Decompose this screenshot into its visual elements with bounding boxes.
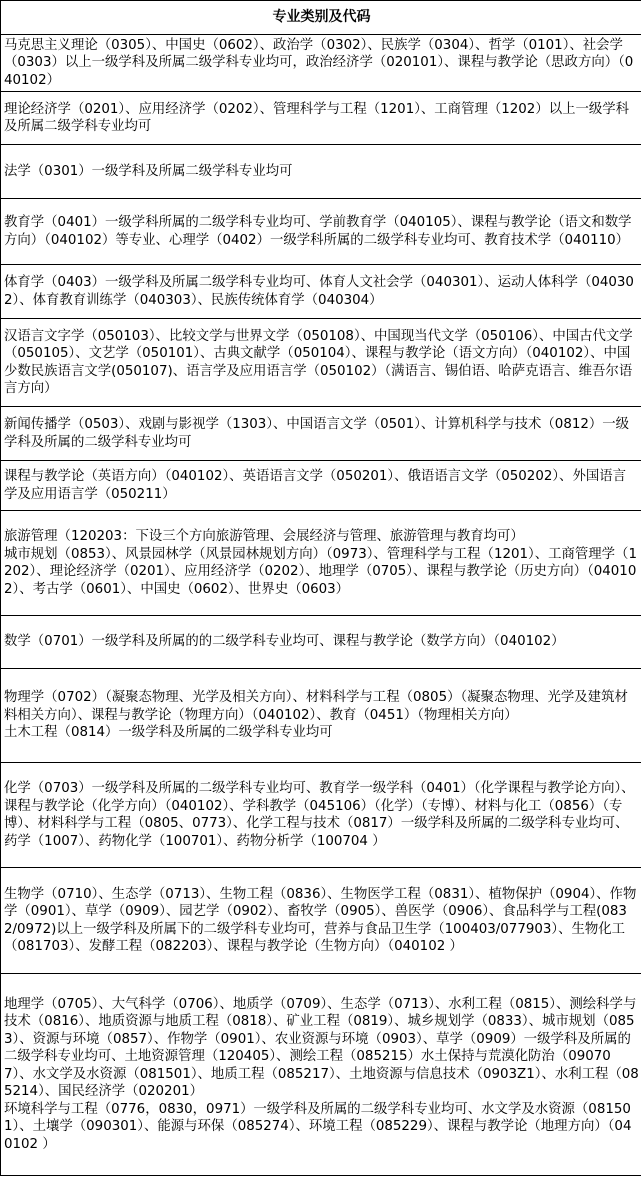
table-cell: [1, 461, 641, 511]
cell-line: 物理学（0702）（凝聚态物理、光学及相关方向）、材料科学与工程（0805）（凝聚态物理、光学及建筑材料相关方向）、课程与教学论（物理方向）（040102）、教育（0451）（物理相关方向）: [4, 690, 628, 723]
cell-line: 旅游管理（120203：下设三个方向旅游管理、会展经济与管理、旅游管理与教育均可）: [4, 529, 524, 544]
cell-line: 地理学（0705）、大气科学（0706）、地质学（0709）、生态学（0713）、水利工程（0815）、测绘科学与技术（0816）、地质资源与地质工程（0818）、矿业工程（0819）、城乡规划学（0833）、城市规划（0853）、资源与环境（0857）、作物学（0901）、农业资源与环境（0903）、草学（0909）一级学科及所属的二级学科专业均可、土地资源管理（120405）、测绘工程（085215）水土保持与荒漠化防治（090707）、水文学及水资源（081501）、地质工程（085217）、土地资源与信息技术（0903Z1）、水利工程（085214）、国民经济学（020201）: [4, 996, 639, 1100]
table-cell: [1, 145, 641, 199]
table-row: [1, 92, 641, 145]
table-row: [1, 265, 641, 319]
table-cell: [1, 974, 641, 1176]
table-row: [1, 669, 641, 763]
table-row: [1, 35, 641, 92]
cell-line: 马克思主义理论（0305）、中国史（0602）、政治学（0302）、民族学（0304）、哲学（0101）、社会学（0303）以上一级学科及所属二级学科专业均可，政治经济学（020101）、课程与教学论（思政方向）（040102）: [4, 37, 634, 88]
cell-line: 理论经济学（0201）、应用经济学（0202）、管理科学与工程（1201）、工商管理（1202）以上一级学科及所属二级学科专业均可: [4, 101, 630, 134]
cell-line: 法学（0301）一级学科及所属二级学科专业均可: [4, 163, 293, 179]
table-row: [1, 461, 641, 511]
table-header-row: [1, 1, 641, 35]
cell-line: 体育学（0403）一级学科及所属二级学科专业均可、体育人文社会学（040301）、运动人体科学（040302）、体育教育训练学（040303）、民族传统体育学（040304）: [4, 275, 634, 308]
table-cell: [1, 616, 641, 669]
cell-line: 城市规划（0853）、风景园林学（风景园林规划方向）（0973）、管理科学与工程（1201）、工商管理学（1202）、理论经济学（0201）、应用经济学（0202）、地理学（0705）、课程与教学论（历史方向）（040102）、考古学（0601）、中国史（0602）、世界史（0603）: [4, 546, 637, 597]
table-row: [1, 407, 641, 461]
cell-line: 土木工程（0814）一级学科及所属的二级学科专业均可: [4, 725, 333, 741]
table-cell: [1, 319, 641, 407]
cell-line: 教育学（0401）一级学科所属的二级学科专业均可、学前教育学（040105）、课程与教学论（语文和数学方向）（040102）等专业、心理学（0402）一级学科所属的二级学科专业均可、教育技术学（040110）: [4, 215, 632, 248]
table-cell: [1, 92, 641, 145]
cell-line: 数学（0701）一级学科及所属的的二级学科专业均可、课程与教学论（数学方向）（040102）: [4, 634, 565, 650]
table-cell: [1, 199, 641, 265]
table-row: [1, 145, 641, 199]
table-cell: [1, 763, 641, 868]
table-row: [1, 616, 641, 669]
cell-line: 新闻传播学（0503）、戏剧与影视学（1303）、中国语言文学（0501）、计算机科学与技术（0812）一级学科及所属的二级学科专业均可: [4, 417, 630, 450]
table-cell: [1, 35, 641, 92]
cell-line: 生物学（0710）、生态学（0713）、生物工程（0836）、生物医学工程（0831）、植物保护（0904）、作物学（0901）、草学（0909）、园艺学（0902）、畜牧学（0905）、兽医学（0906）、食品科学与工程(0832/0972)以上一级学科及所属下的二级学科专业均可，营养与食品卫生学（100403/077903）、生物化工（081703）、发酵工程（082203）、课程与教学论（生物方向）（040102 ）: [4, 886, 637, 954]
table-cell: [1, 407, 641, 461]
cell-line: 课程与教学论（英语方向）（040102）、英语语言文学（050201）、俄语语言文学（050202）、外国语言学及应用语言学（050211）: [4, 469, 627, 502]
table-row: [1, 763, 641, 868]
table-row: [1, 319, 641, 407]
table-row: [1, 974, 641, 1176]
cell-line: 环境科学与工程（0776，0830，0971）一级学科及所属的二级学科专业均可、水文学及水资源（081501）、土壤学（090301）、能源与环保（085274）、环境工程（085229）、课程与教学论（地理方向）（040102 ）: [4, 1101, 632, 1152]
table-cell: [1, 669, 641, 763]
cell-line: 汉语言文字学（050103）、比较文学与世界文学（050108）、中国现当代文学（050106）、中国古代文学（050105）、文艺学（050101）、古典文献学（050104）、课程与教学论（语文方向）（040102）、中国少数民族语言文学(050107)、语言学及应用语言学（050102）（满语言、锡伯语、哈萨克语言、维吾尔语言方向）: [4, 328, 633, 396]
table-cell: [1, 868, 641, 974]
cell-line: 化学（0703）一级学科及所属的二级学科专业均可、教育学一级学科（0401）（化学课程与教学论方向）、课程与教学论（化学方向）（040102）、学科教学（045106）（化学）（专博）、材料与化工（0856）（专博）、材料科学与工程（0805、0773）、化学工程与技术（0817）一级学科及所属的二级学科专业均可、 药学（1007）、药物化学（100701）、药物分析学（100704 ）: [4, 781, 635, 849]
table-header-title: 专业类别及代码: [1, 1, 641, 35]
table-cell: [1, 265, 641, 319]
table-row: [1, 199, 641, 265]
table-row: [1, 868, 641, 974]
table-row: [1, 511, 641, 616]
table-cell: [1, 511, 641, 616]
